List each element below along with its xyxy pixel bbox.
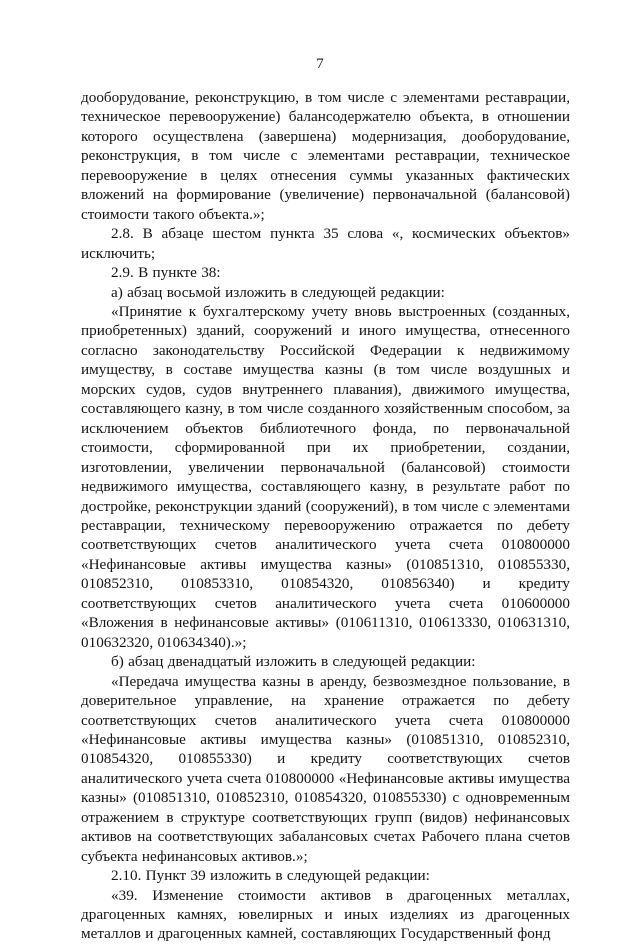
paragraph-quote-transfer: «Передача имущества казны в аренду, безвозмездное пользование, в доверительное управление, на хранение отражается по дебету соответствующих счетов аналитического учета счета 010800000 «Нефинансовые активы имущества казны» (010851310, 010852310, 010854320, 010855330) и кредиту соответствующих счетов аналитического учета счета 010800000 «Нефинансовые активы имущества казны» (010851310, 010852310, 010854320, 010855330) с одновременным отражением в структуре соответствующих групп (видов) нефинансовых активов на соответствующих забалансовых счетах Рабочего плана счетов субъекта нефинансовых активов.»;: [81, 672, 570, 865]
paragraph-2-9: 2.9. В пункте 38:: [111, 264, 221, 282]
paragraph-2-10: 2.10. Пункт 39 изложить в следующей редакции:: [111, 867, 430, 885]
paragraph-2-9-a: а) абзац восьмой изложить в следующей редакции:: [111, 283, 445, 301]
paragraph-2-8: 2.8. В абзаце шестом пункта 35 слова «, космических объектов» исключить;: [81, 225, 570, 262]
paragraph-quote-accounting: «Принятие к бухгалтерскому учету вновь выстроенных (созданных, приобретенных) зданий, сооружений и иного имущества, отнесенного согласно законодательству Российской Федерации к недвижимому имуществу, в составе имущества казны (в том числе воздушных и морских судов, судов внутреннего плавания), движимого имущества, составляющего казну, в том числе созданного хозяйственным способом, за исключением объектов библиотечного фонда, по первоначальной стоимости, сформированной при их приобретении, создании, изготовлении, увеличении первоначальной (балансовой) стоимости недвижимого имущества, составляющего казну, в результате работ по достройке, реконструкции зданий (сооружений), в том числе с элементами реставрации, техническому перевооружению отражается по дебету соответствующих счетов аналитического учета счета 010800000 «Нефинансовые активы имущества казны» (010851310, 010855330, 010852310, 010853310, 010854320, 010856340) и кредиту соответствующих счетов аналитического учета счета 010600000 «Вложения в нефинансовые активы» (010611310, 010613330, 010631310, 010632320, 010634340).»;: [81, 302, 570, 651]
document-body: [81, 88, 570, 944]
paragraph-continuation: дооборудование, реконструкцию, в том числе с элементами реставрации, техническое перевооружение) балансодержателю объекта, в отношении которого осуществлена (завершена) модернизация, дооборудование, реконструкция, в том числе с элементами реставрации, техническое перевооружение в целях отнесения суммы указанных фактических вложений на формирование (увеличение) первоначальной (балансовой) стоимости такого объекта.»;: [81, 89, 570, 223]
paragraph-quote-39: «39. Изменение стоимости активов в драгоценных металлах, драгоценных камнях, ювелирных и иных изделиях из драгоценных металлов и драгоценных камней, составляющих Государственный фонд: [81, 886, 570, 943]
page-number: 7: [316, 56, 324, 72]
paragraph-2-9-b: б) абзац двенадцатый изложить в следующей редакции:: [111, 653, 476, 671]
